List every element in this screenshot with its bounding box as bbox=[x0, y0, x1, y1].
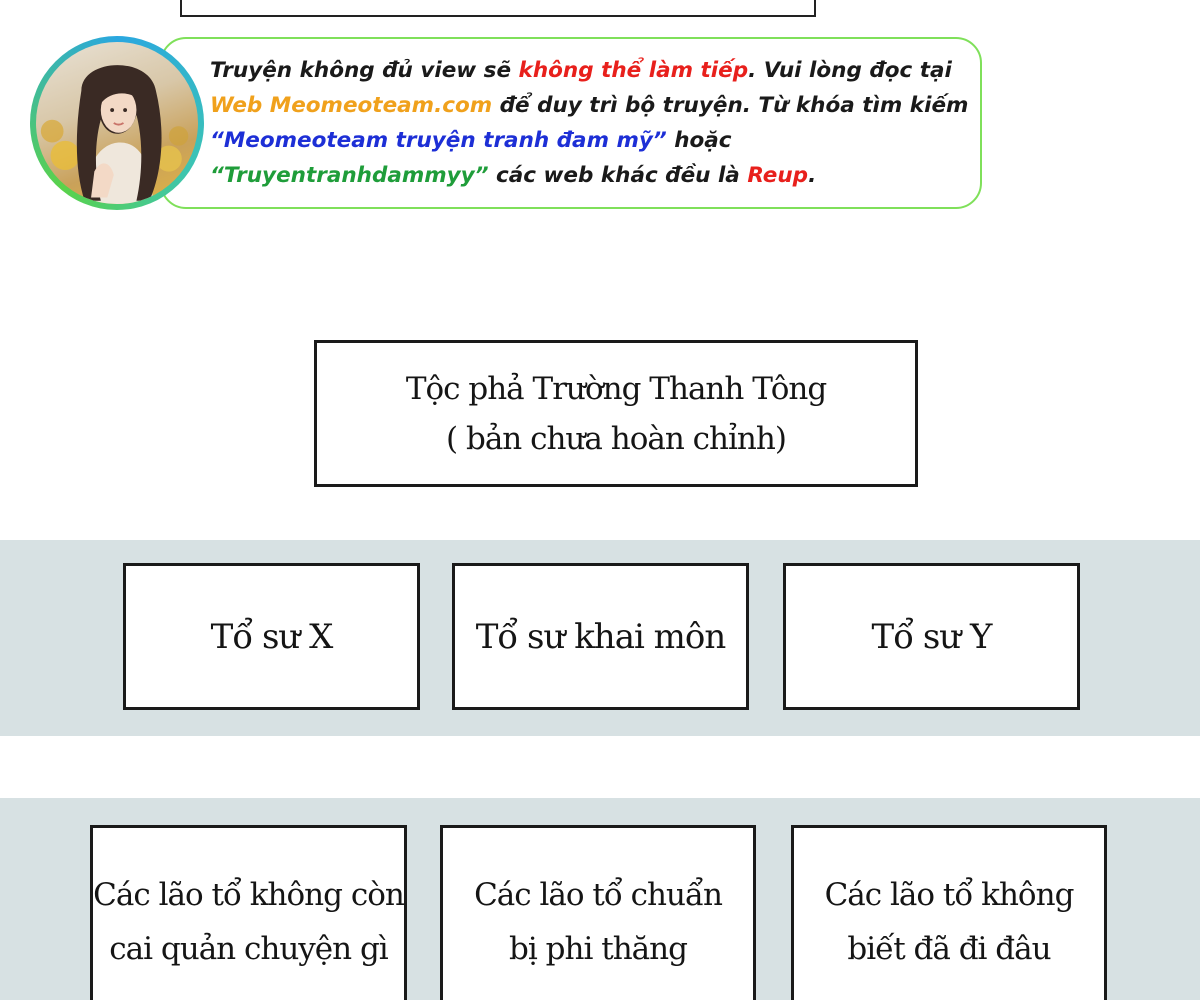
notice-line-4 bbox=[210, 158, 990, 193]
node-label: Tổ sư Y bbox=[871, 616, 992, 657]
level-1-node-founder-x bbox=[123, 563, 420, 710]
notice-banner bbox=[30, 36, 982, 210]
node-label-line-2: cai quản chuyện gì bbox=[109, 931, 388, 967]
notice-text bbox=[210, 53, 990, 193]
previous-panel-box bbox=[180, 0, 816, 17]
notice-highlight-red: không thể làm tiếp bbox=[518, 58, 749, 83]
node-label-line-2: bị phi thăng bbox=[509, 931, 687, 967]
avatar bbox=[30, 36, 204, 210]
node-label-line-2: biết đã đi đâu bbox=[847, 931, 1051, 967]
notice-text-plain: . bbox=[808, 163, 817, 188]
notice-text-plain: hoặc bbox=[666, 128, 732, 153]
node-label-line-1: Các lão tổ không bbox=[824, 877, 1074, 913]
level-2-node-ascending-elders bbox=[440, 825, 756, 1000]
notice-keyword-1: “Meomeoteam truyện tranh đam mỹ” bbox=[210, 128, 667, 153]
notice-line-1 bbox=[210, 53, 990, 88]
node-label: Tổ sư khai môn bbox=[475, 616, 726, 657]
level-1-node-founding-master bbox=[452, 563, 749, 710]
notice-text-plain: Truyện không đủ view sẽ bbox=[210, 58, 519, 83]
root-subtitle: ( bản chưa hoàn chỉnh) bbox=[446, 420, 786, 457]
notice-keyword-2: “Truyentranhdammyy” bbox=[210, 163, 489, 188]
node-label-line-1: Các lão tổ chuẩn bbox=[474, 877, 722, 913]
level-2-node-retired-elders bbox=[90, 825, 407, 1000]
node-label: Tổ sư X bbox=[210, 616, 333, 657]
level-2-node-missing-elders bbox=[791, 825, 1107, 1000]
notice-line-2 bbox=[210, 88, 990, 123]
notice-text-plain: để duy trì bộ truyện. Từ khóa tìm kiếm bbox=[492, 93, 969, 118]
level-1-node-founder-y bbox=[783, 563, 1080, 710]
notice-text-plain: . Vui lòng đọc tại bbox=[748, 58, 952, 83]
notice-website-link[interactable]: Web Meomeoteam.com bbox=[210, 93, 493, 118]
avatar-portrait-image bbox=[36, 42, 198, 204]
root-title: Tộc phả Trường Thanh Tông bbox=[405, 370, 827, 407]
notice-highlight-red: Reup bbox=[747, 163, 809, 188]
notice-text-plain: các web khác đều là bbox=[488, 163, 748, 188]
notice-line-3 bbox=[210, 123, 990, 158]
node-label-line-1: Các lão tổ không còn bbox=[93, 877, 404, 913]
tree-root-node bbox=[314, 340, 918, 487]
